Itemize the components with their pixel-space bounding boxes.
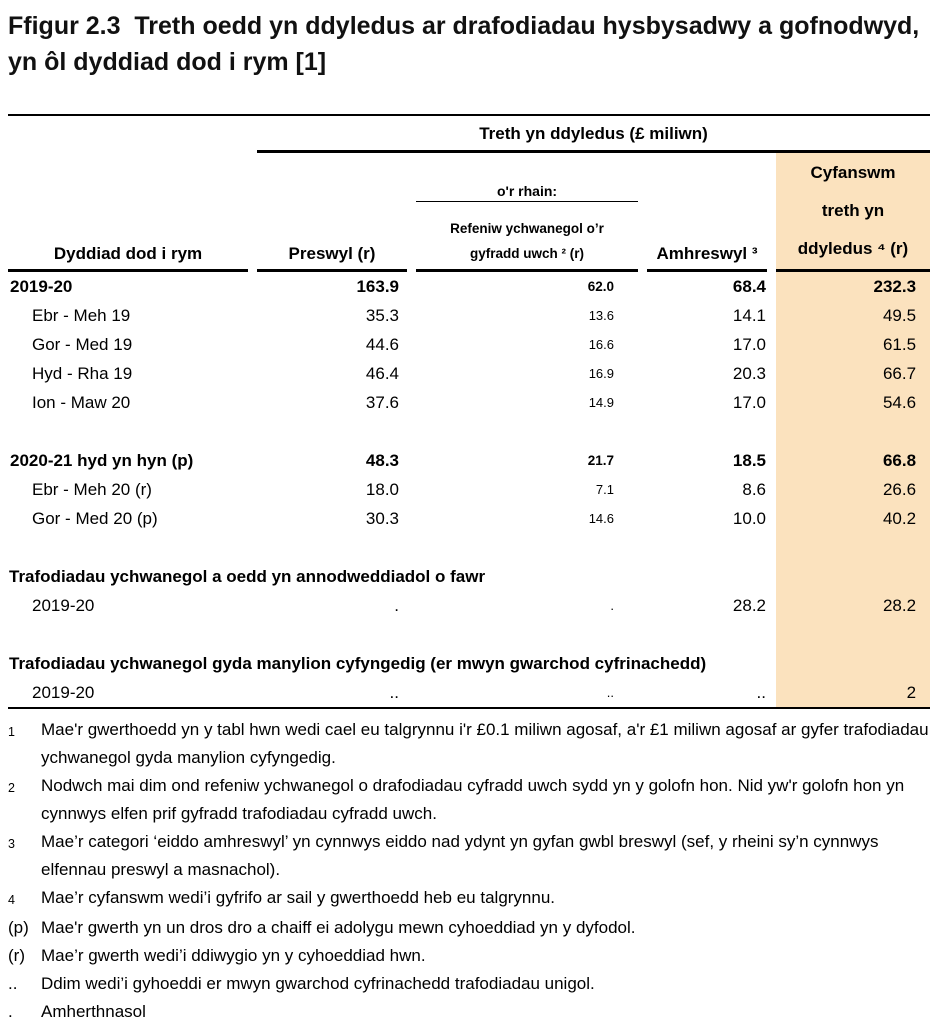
footnote-marker: (r) <box>8 946 25 965</box>
cell-value: . <box>610 598 614 613</box>
cell-value: 17.0 <box>732 393 766 412</box>
footnote-text: Ddim wedi’i gyhoeddi er mwyn gwarchod cyfrinachedd trafodiadau unigol. <box>41 974 595 993</box>
table-header <box>8 116 930 272</box>
table-body <box>8 272 930 707</box>
cell-value: 16.6 <box>588 337 614 352</box>
footnote-marker: 3 <box>8 837 15 851</box>
section-cell-highlight <box>776 562 930 591</box>
footnote-text: Amherthnasol <box>41 1002 146 1021</box>
footnote <box>8 998 930 1026</box>
cell-value: 62.0 <box>587 279 614 294</box>
section-cell-highlight <box>776 649 930 678</box>
table-bottom-rule <box>8 707 930 709</box>
footnote-text: Mae'r gwerth yn un dros dro a chaiff ei adolygu mewn cyhoeddiad yn y dyfodol. <box>41 918 636 937</box>
cell-value: 8.6 <box>742 480 766 499</box>
cell-value: 66.7 <box>776 359 930 388</box>
footnote <box>8 716 930 772</box>
footnote-marker: 1 <box>8 725 15 739</box>
row-label: 2019-20 <box>32 596 95 615</box>
column-header-higher-rate <box>416 202 638 272</box>
tax-table <box>0 116 938 707</box>
column-header-non-residential: Amhreswyl ³ <box>647 202 767 272</box>
spacer-cell-highlight <box>776 417 930 446</box>
cell-value: 68.4 <box>732 277 766 296</box>
cell-value: 37.6 <box>365 393 399 412</box>
cell-value: 44.6 <box>365 335 399 354</box>
total-header-line: treth yn <box>821 201 885 220</box>
of-which-row <box>8 153 930 202</box>
footnote-text: Mae’r categori ‘eiddo amhreswyl’ yn cynnwys eiddo nad ydynt yn gyfan gwbl breswyl (sef, y rheini sy’n cynnwys elfennau preswyl a masnachol). <box>41 832 879 879</box>
cell-value: 14.6 <box>588 511 614 526</box>
footnote-marker: 4 <box>8 893 15 907</box>
cell-value: 49.5 <box>776 301 930 330</box>
higher-rate-header-line: Refeniw ychwanegol o’r <box>450 221 604 236</box>
footnotes <box>8 716 930 1026</box>
cell-value: 40.2 <box>776 504 930 533</box>
cell-value: 21.7 <box>587 453 614 468</box>
row-label: 2019-20 <box>10 277 73 296</box>
footnote <box>8 914 930 942</box>
cell-value: .. <box>389 683 399 702</box>
cell-value: 54.6 <box>776 388 930 417</box>
empty-cell <box>8 153 248 202</box>
empty-cell <box>257 153 407 202</box>
footnote <box>8 942 930 970</box>
spacer-cell <box>8 417 767 446</box>
row-label: Ion - Maw 20 <box>32 393 131 412</box>
section-heading <box>8 562 767 591</box>
footnote <box>8 884 930 914</box>
cell-value: 13.6 <box>588 308 614 323</box>
empty-cell <box>647 153 767 202</box>
cell-value: 18.0 <box>365 480 399 499</box>
cell-value: 16.9 <box>588 366 614 381</box>
spacer-cell <box>8 620 767 649</box>
group-header-row <box>8 116 930 153</box>
footnote <box>8 828 930 884</box>
cell-value: 66.8 <box>776 446 930 475</box>
cell-value: 14.9 <box>588 395 614 410</box>
cell-value: 17.0 <box>732 335 766 354</box>
total-header-line: Cyfanswm <box>810 163 896 182</box>
row-label: Gor - Med 20 (p) <box>32 509 158 528</box>
cell-value: 46.4 <box>365 364 399 383</box>
cell-value: 28.2 <box>732 596 766 615</box>
spacer-cell-highlight <box>776 533 930 562</box>
cell-value: 35.3 <box>365 306 399 325</box>
cell-value: 26.6 <box>776 475 930 504</box>
page-title: Ffigur 2.3 Treth oedd yn ddyledus ar drafodiadau hysbysadwy a gofnodwyd, yn ôl dyddiad dod i rym [1] <box>8 12 927 76</box>
section-heading <box>8 649 767 678</box>
footnote-text: Mae’r cyfanswm wedi’i gyfrifo ar sail y gwerthoedd heb eu talgrynnu. <box>41 888 556 907</box>
column-header-date: Dyddiad dod i rym <box>8 202 248 272</box>
column-header-residential: Preswyl (r) <box>257 202 407 272</box>
cell-value: 232.3 <box>776 272 930 301</box>
spacer-cell <box>8 533 767 562</box>
cell-value: 2 <box>776 678 930 707</box>
footnote-marker: 2 <box>8 781 15 795</box>
cell-value: 14.1 <box>732 306 766 325</box>
of-which-header: o'r rhain: <box>416 153 638 202</box>
section-heading-text: Trafodiadau ychwanegol a oedd yn annodweddiadol o fawr <box>9 567 486 586</box>
cell-value: 163.9 <box>356 277 399 296</box>
row-label: Gor - Med 19 <box>32 335 133 354</box>
footnote-marker: .. <box>8 974 18 993</box>
cell-value: . <box>394 596 399 615</box>
column-header-total <box>776 153 930 272</box>
footnote-text: Nodwch mai dim ond refeniw ychwanegol o drafodiadau cyfradd uwch sydd yn y golofn hon. Nid yw'r golofn hon yn cynnwys elfen prif gyfradd trafodiadau cyfradd uwch. <box>41 776 905 823</box>
row-label: Hyd - Rha 19 <box>32 364 133 383</box>
footnote <box>8 970 930 998</box>
row-label: Ebr - Meh 20 (r) <box>32 480 152 499</box>
cell-value: 20.3 <box>732 364 766 383</box>
row-label: 2019-20 <box>32 683 95 702</box>
cell-value: 30.3 <box>365 509 399 528</box>
footnote-marker: (p) <box>8 918 29 937</box>
cell-value: 48.3 <box>365 451 399 470</box>
row-label: Ebr - Meh 19 <box>32 306 131 325</box>
footnote <box>8 772 930 828</box>
total-header-line: ddyledus ⁴ (r) <box>797 239 909 258</box>
row-label: 2020-21 hyd yn hyn (p) <box>10 451 194 470</box>
cell-value: .. <box>606 685 614 700</box>
cell-value: 28.2 <box>776 591 930 620</box>
empty-cell <box>8 116 248 153</box>
group-header: Treth yn ddyledus (£ miliwn) <box>257 116 930 153</box>
higher-rate-header-line: gyfradd uwch ² (r) <box>470 246 584 261</box>
footnote-marker: . <box>8 1002 13 1021</box>
footnote-text: Mae’r gwerth wedi’i ddiwygio yn y cyhoeddiad hwn. <box>41 946 426 965</box>
cell-value: .. <box>756 683 766 702</box>
cell-value: 18.5 <box>732 451 766 470</box>
section-heading-text: Trafodiadau ychwanegol gyda manylion cyfyngedig (er mwyn gwarchod cyfrinachedd) <box>9 654 707 673</box>
cell-value: 10.0 <box>732 509 766 528</box>
cell-value: 7.1 <box>595 482 614 497</box>
footnote-text: Mae'r gwerthoedd yn y tabl hwn wedi cael eu talgrynnu i'r £0.1 miliwn agosaf, a'r £1 miliwn agosaf ar gyfer trafodiadau ychwanegol gyda manylion cyfyngedig. <box>41 720 929 767</box>
spacer-cell-highlight <box>776 620 930 649</box>
cell-value: 61.5 <box>776 330 930 359</box>
